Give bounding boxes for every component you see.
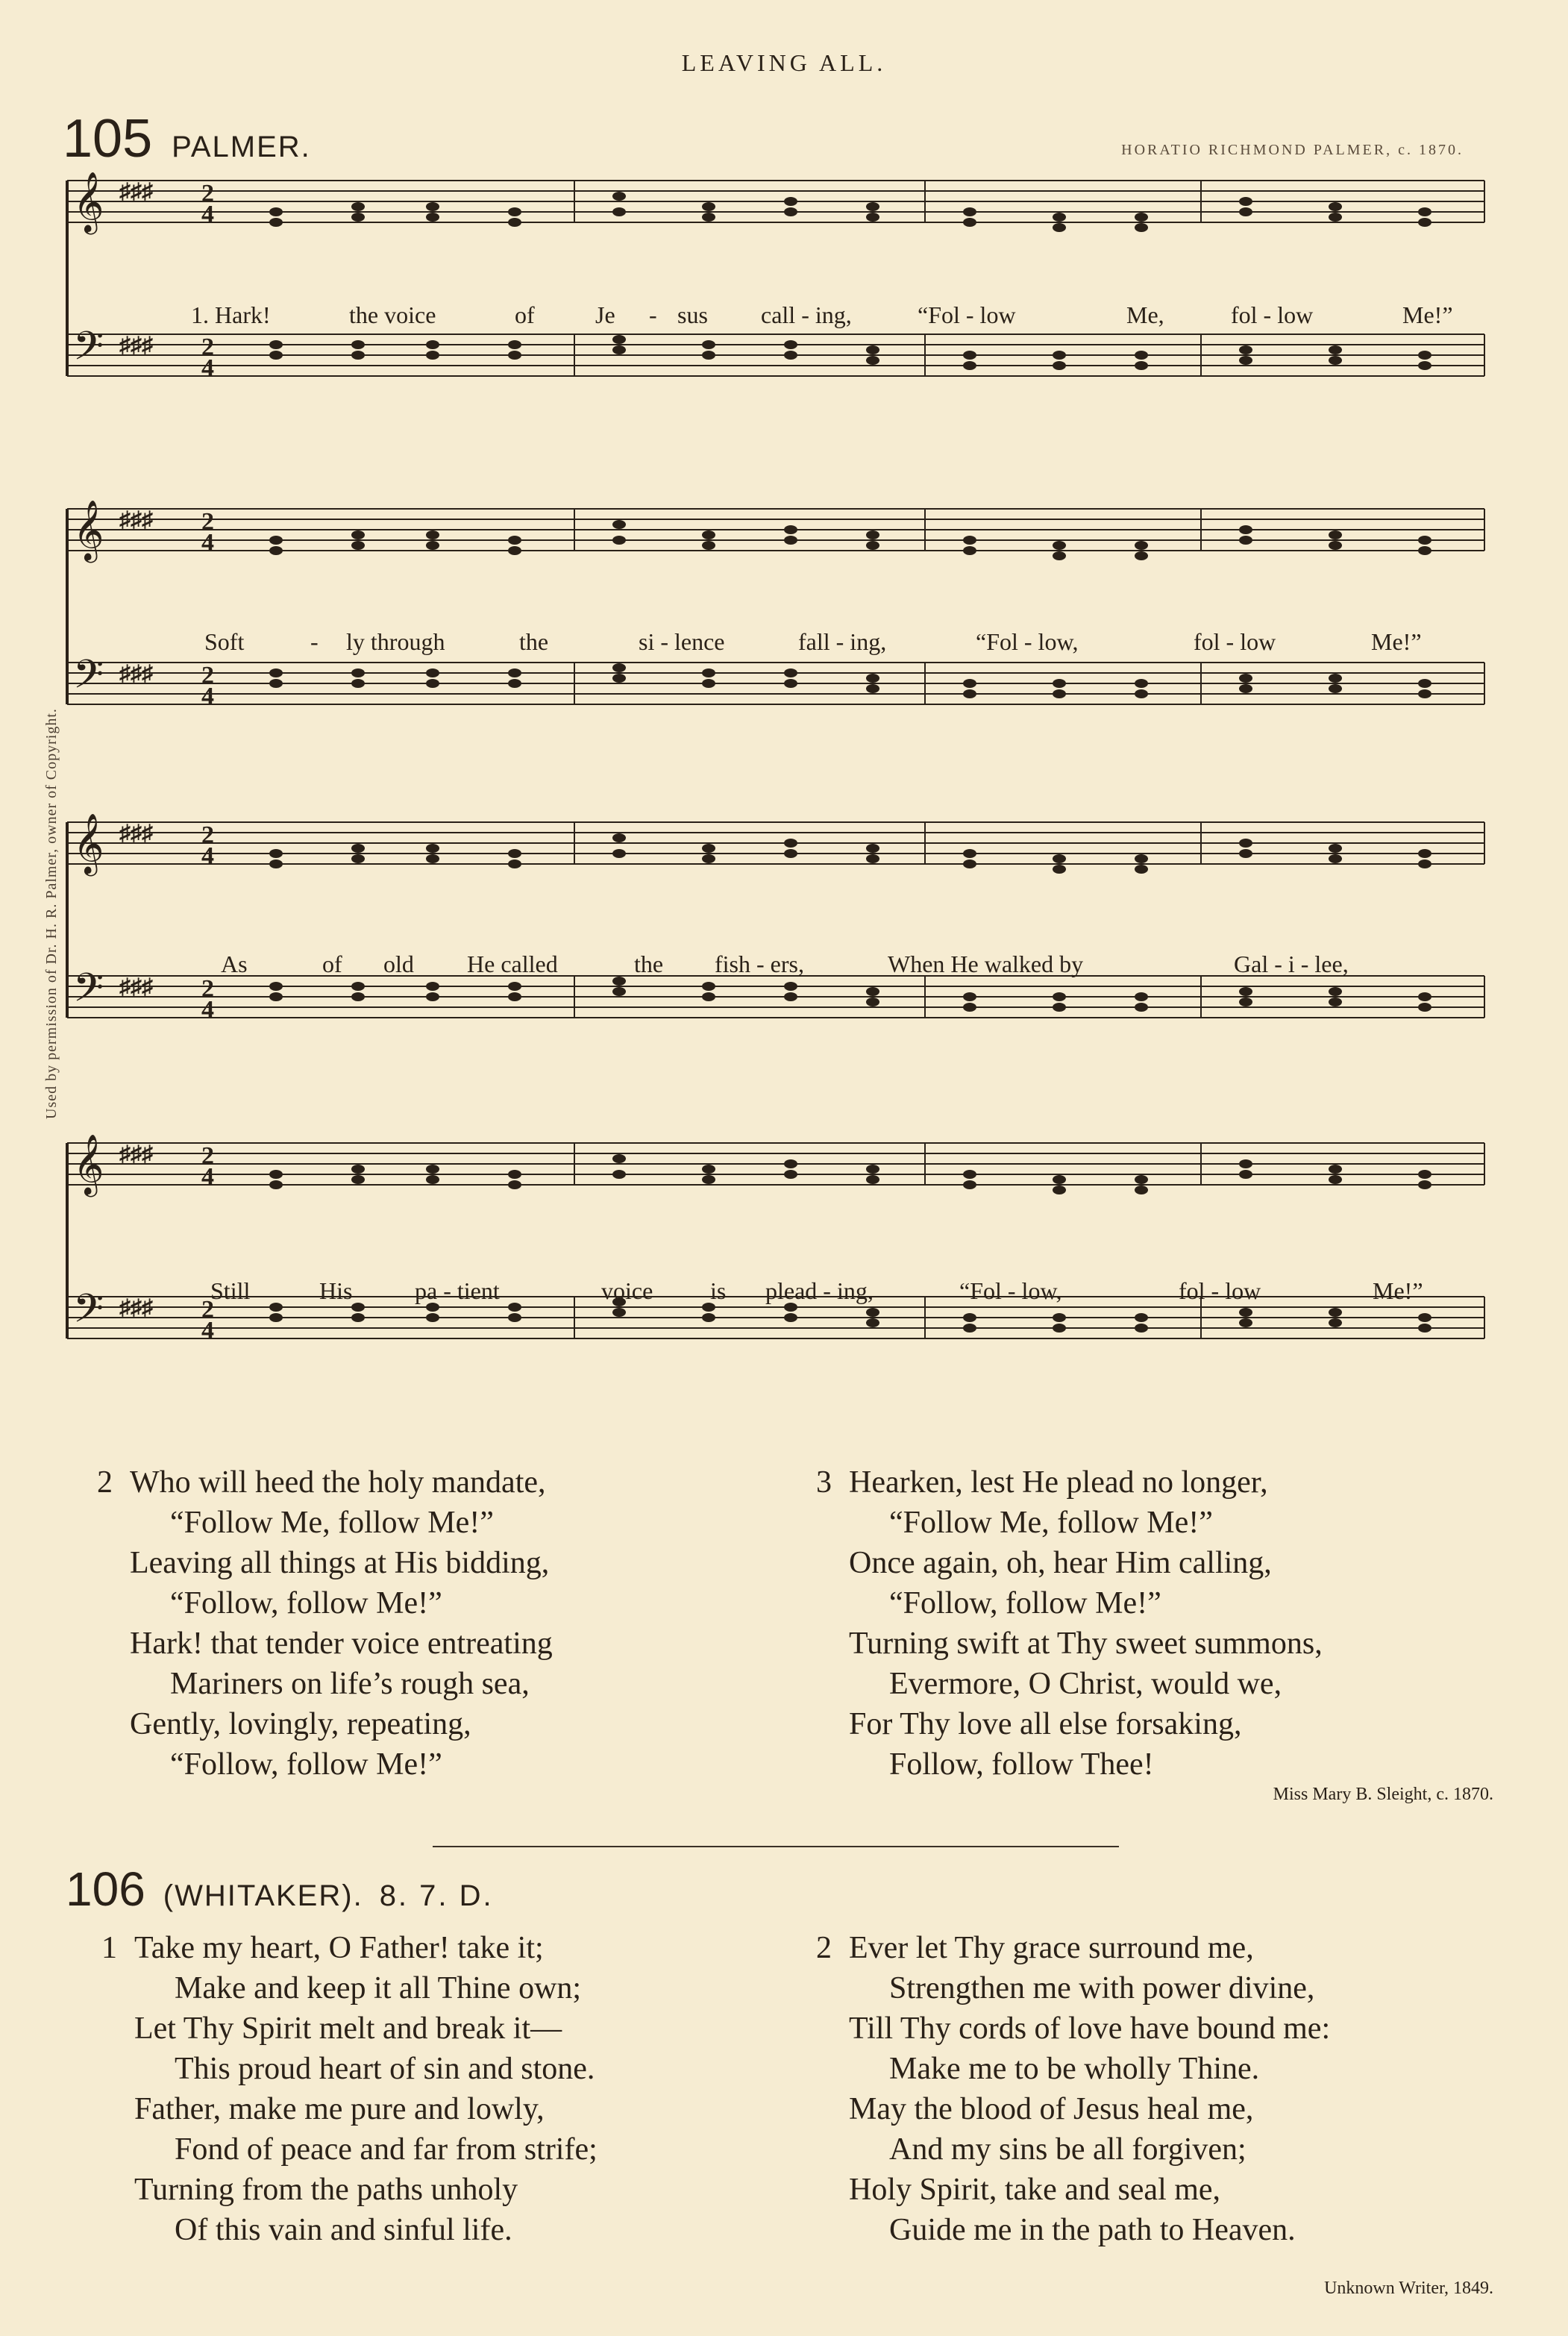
lyric-line-2 [67, 628, 1484, 661]
lyric-syllable: 1. Hark! [191, 301, 271, 328]
svg-text:4: 4 [201, 354, 214, 382]
verse-number: 3 [816, 1465, 832, 1500]
lyric-syllable: pa - tient [415, 1277, 500, 1304]
hymn-105-author: Miss Mary B. Sleight, c. 1870. [1273, 1785, 1493, 1804]
lyric-syllable: Je [595, 301, 615, 328]
lyric-syllable: the [634, 951, 664, 977]
verse-line: Guide me in the path to Heaven. [889, 2213, 1296, 2247]
lyric-syllable: He called [467, 951, 558, 977]
hymn-105-tune: PALMER. [172, 131, 311, 163]
lyric-syllable: - [310, 628, 319, 655]
verse-line: Make me to be wholly Thine. [889, 2052, 1260, 2086]
lyric-syllable: fol - low [1194, 628, 1276, 655]
verse-line: Let Thy Spirit melt and break it— [134, 2011, 562, 2046]
lyric-syllable: fall - ing, [798, 628, 887, 655]
verse-line: Follow, follow Thee! [889, 1747, 1154, 1782]
hymn-106-meter: 8. 7. D. [379, 1879, 494, 1912]
lyric-syllable: - [649, 301, 657, 328]
verse-line: “Follow Me, follow Me!” [889, 1506, 1213, 1540]
verse-line: Of this vain and sinful life. [175, 2213, 512, 2247]
svg-text:2: 2 [201, 180, 214, 207]
lyric-syllable: Me!” [1373, 1277, 1423, 1304]
lyric-syllable: the voice [349, 301, 436, 328]
verse-line: Leaving all things at His bidding, [130, 1546, 550, 1580]
verse-line: And my sins be all forgiven; [889, 2132, 1246, 2167]
verse-line: Turning swift at Thy sweet summons, [849, 1626, 1323, 1661]
verse-line: Till Thy cords of love have bound me: [849, 2011, 1331, 2046]
verse-line: For Thy love all else forsaking, [849, 1707, 1242, 1741]
lyric-syllable: When He walked by [888, 951, 1084, 977]
lyric-syllable: call - ing, [761, 301, 852, 328]
lyric-syllable: of [515, 301, 535, 328]
lyric-syllable: voice [601, 1277, 653, 1304]
verse-line: Ever let Thy grace surround me, [849, 1931, 1254, 1965]
lyric-syllable: old [383, 951, 414, 977]
verse-line: Mariners on life’s rough sea, [170, 1667, 530, 1701]
verse-line: Turning from the paths unholy [134, 2173, 518, 2207]
verse-line: Fond of peace and far from strife; [175, 2132, 598, 2167]
verse-number: 2 [97, 1465, 113, 1500]
hymn-105-verse-3 [816, 1462, 1502, 1785]
svg-text:𝄢: 𝄢 [73, 325, 104, 378]
hymn-106-number: 106 [66, 1862, 145, 1916]
verse-line: Evermore, O Christ, would we, [889, 1667, 1282, 1701]
verse-line: May the blood of Jesus heal me, [849, 2092, 1254, 2126]
hymn-106-verse-2 [816, 1928, 1502, 2250]
verse-line: Strengthen me with power divine, [889, 1971, 1315, 2005]
svg-text:2: 2 [201, 334, 214, 361]
verse-line: Gently, lovingly, repeating, [130, 1707, 471, 1741]
hymn-105-number: 105 [63, 109, 153, 169]
lyric-syllable: Me!” [1402, 301, 1453, 328]
svg-text:𝄞: 𝄞 [73, 174, 104, 231]
lyric-syllable: of [322, 951, 342, 977]
verse-line: Make and keep it all Thine own; [175, 1971, 582, 2005]
verse-line: Once again, oh, hear Him calling, [849, 1546, 1272, 1580]
verse-line: Hearken, lest He plead no longer, [849, 1465, 1268, 1500]
svg-text:♯♯♯: ♯♯♯ [119, 333, 153, 357]
section-divider [433, 1846, 1119, 1847]
verse-line: This proud heart of sin and stone. [175, 2052, 595, 2086]
lyric-syllable: the [519, 628, 549, 655]
hymn-105-heading [63, 109, 311, 169]
lyric-syllable: plead - ing, [765, 1277, 874, 1304]
lyric-syllable: Gal - i - lee, [1234, 951, 1349, 977]
lyric-syllable: is [710, 1277, 727, 1304]
verse-line: “Follow Me, follow Me!” [170, 1506, 494, 1540]
lyric-syllable: ly through [346, 628, 445, 655]
verse-line: Hark! that tender voice entreating [130, 1626, 553, 1661]
lyric-syllable: fol - low [1231, 301, 1314, 328]
hymn-105-verse-2 [97, 1462, 768, 1785]
copyright-credit: Used by permission of Dr. H. R. Palmer, owner of Copyright. [43, 708, 60, 1119]
hymn-105-composer: HORATIO RICHMOND PALMER, c. 1870. [1121, 142, 1464, 158]
lyric-syllable: Still [210, 1277, 251, 1304]
lyric-line-3 [67, 951, 1484, 983]
lyric-syllable: “Fol - low, [976, 628, 1079, 655]
lyric-line-4 [67, 1277, 1484, 1310]
lyric-syllable: fol - low [1179, 1277, 1261, 1304]
verse-line: “Follow, follow Me!” [170, 1747, 442, 1782]
lyric-syllable: Soft [204, 628, 245, 655]
lyric-syllable: Me!” [1371, 628, 1422, 655]
verse-line: “Follow, follow Me!” [889, 1586, 1161, 1621]
svg-text:♯♯♯: ♯♯♯ [119, 179, 153, 204]
verse-line: “Follow, follow Me!” [170, 1586, 442, 1621]
lyric-line-1 [67, 301, 1484, 334]
verse-line: Holy Spirit, take and seal me, [849, 2173, 1221, 2207]
lyric-syllable: si - lence [639, 628, 725, 655]
verse-line: Take my heart, O Father! take it; [134, 1931, 544, 1965]
verse-line: Father, make me pure and lowly, [134, 2092, 545, 2126]
hymn-106-heading [66, 1862, 494, 1916]
hymn-106-tune: (WHITAKER). [163, 1879, 363, 1912]
sheet-music [52, 166, 1499, 1434]
verse-number: 1 [101, 1931, 117, 1965]
hymn-106-verse-1 [101, 1928, 788, 2250]
lyric-syllable: “Fol - low [918, 301, 1016, 328]
lyric-syllable: sus [677, 301, 708, 328]
lyric-syllable: “Fol - low, [959, 1277, 1062, 1304]
lyric-syllable: fish - ers, [715, 951, 804, 977]
verse-line: Who will heed the holy mandate, [130, 1465, 546, 1500]
running-head: LEAVING ALL. [681, 49, 887, 76]
lyric-syllable: As [221, 951, 248, 977]
svg-text:4: 4 [201, 201, 214, 228]
lyric-syllable: Me, [1126, 301, 1164, 328]
lyric-syllable: His [319, 1277, 353, 1304]
music-system-1 [67, 172, 1484, 382]
verse-number: 2 [816, 1931, 832, 1965]
hymn-106-author: Unknown Writer, 1849. [1324, 2279, 1493, 2298]
